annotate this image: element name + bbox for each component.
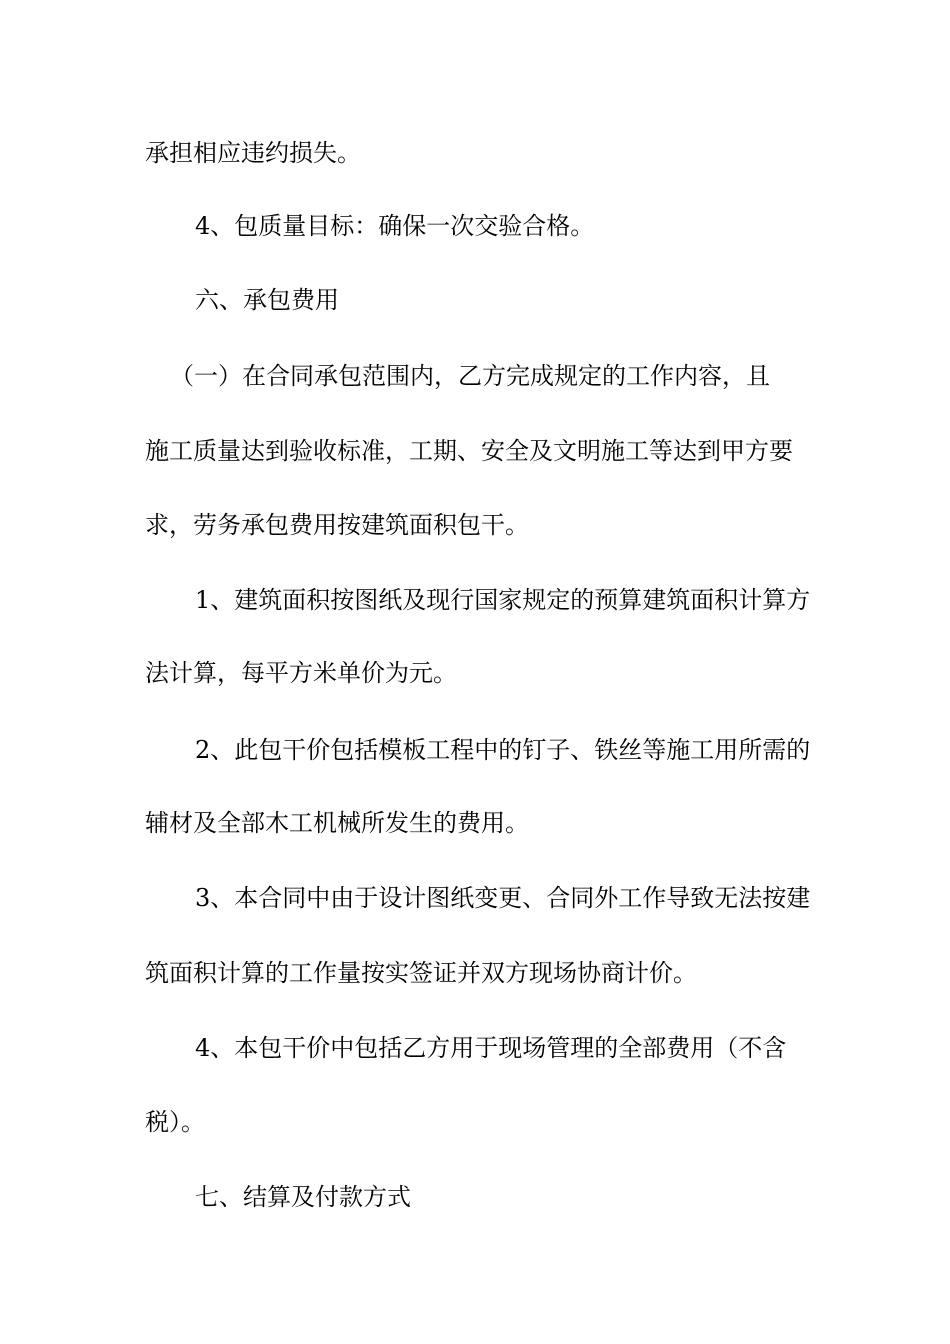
line-text: （一）在合同承包范围内，乙方完成规定的工作内容，且 [170,362,770,390]
line-text: 六、承包费用 [195,286,339,314]
section-heading [0,1179,950,1215]
section-heading [0,282,950,318]
line-text: 3、本合同中由于设计图纸变更、合同外工作导致无法按建 [195,884,811,912]
paragraph-line [0,507,950,543]
paragraph-line [0,358,950,394]
line-text: 承担相应违约损失。 [145,139,361,167]
paragraph-line [0,955,950,991]
paragraph-line [0,805,950,841]
line-text: 辅材及全部木工机械所发生的费用。 [145,809,529,837]
line-text: 筑面积计算的工作量按实签证并双方现场协商计价。 [145,959,697,987]
line-text: 1、建筑面积按图纸及现行国家规定的预算建筑面积计算方 [195,586,811,614]
line-text: 七、结算及付款方式 [195,1183,411,1211]
paragraph-line [0,433,950,469]
line-text: 4、本包干价中包括乙方用于现场管理的全部费用（不含 [195,1034,787,1062]
line-text: 求，劳务承包费用按建筑面积包干。 [145,511,529,539]
paragraph-line [0,1104,950,1140]
line-text: 税）。 [145,1108,205,1136]
line-text: 法计算，每平方米单价为元。 [145,659,457,687]
line-text: 2、此包干价包括模板工程中的钉子、铁丝等施工用所需的 [195,736,811,764]
paragraph-line [0,732,950,768]
paragraph-line [0,655,950,691]
line-text: 4、包质量目标：确保一次交验合格。 [195,212,595,240]
paragraph-line [0,880,950,916]
line-text: 施工质量达到验收标准，工期、安全及文明施工等达到甲方要 [145,437,793,465]
paragraph-line [0,135,950,171]
paragraph-line [0,208,950,244]
paragraph-line [0,1030,950,1066]
paragraph-line [0,582,950,618]
